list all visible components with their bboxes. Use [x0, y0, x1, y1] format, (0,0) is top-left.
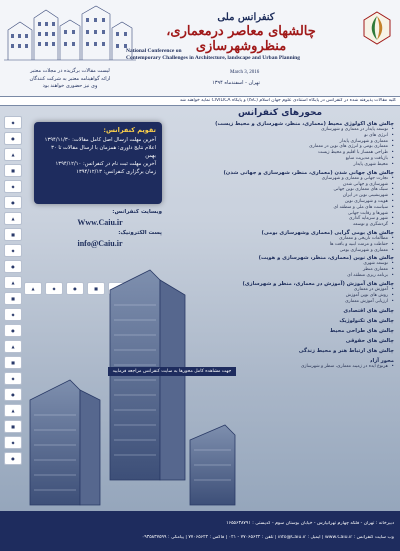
topics-heading: محورهای کنفرانس: [237, 108, 323, 118]
topic-group: [166, 281, 394, 304]
topic-item: • محیط شهری پایدار: [166, 162, 394, 168]
topic-group: [166, 170, 394, 228]
sponsor-logo-icon: ▲: [4, 276, 22, 289]
sponsor-logo-icon: ●: [4, 452, 22, 465]
contact-block: [38, 206, 162, 251]
sponsor-logo-icon: ▲: [4, 340, 22, 353]
sponsor-logo-icon: ●: [4, 388, 22, 401]
deadline-item: اعلام نتایج داوری: همزمان با ارسال مقالات تا ۳۰ بهمن: [51, 145, 156, 160]
sponsor-logo-icon: ▲: [4, 148, 22, 161]
deadline-item: زمان برگزاری کنفرانس: ۱۳۹۴/۱۲/۱۳: [76, 169, 156, 176]
plain-topic: چالش های اقتصادی: [343, 308, 394, 315]
footer-contact: وب سایت کنفرانس : www.Caiu.ir | ایمیل : info@Caiu.ir | تلفن : ۷۷۰۶۵۶۲۲ - ۰۲۱ | فاکس : ۷۷۰۶۵۶۲۲ | پیامکی : ۰۹۳۵۸۳۷۵۹۹: [141, 535, 394, 540]
topic-group-title: چالش های جهانی شدن (معماری، منظر، شهرسازی و جهانی شدن): [223, 169, 394, 176]
topic-item: • معماری بومی و انرژی های نوین در معماری: [166, 144, 394, 150]
sponsor-logo-icon: ◆: [4, 244, 22, 257]
topic-item: • شهر و سرمایه گذاری: [166, 216, 394, 222]
header: [0, 0, 400, 96]
sponsor-logo-icon: ◆: [4, 116, 22, 129]
website-label: وبسایت کنفرانس:: [112, 209, 162, 215]
sponsor-logo-icon: ■: [4, 420, 22, 433]
plain-topic: چالش های تکنولوژیک: [339, 318, 394, 325]
website-link[interactable]: Www.Caiu.ir: [77, 218, 123, 227]
header-note-2: ارائه گواهینامه معتبر به شرکت کنندگان: [29, 75, 111, 82]
date-persian: تهران - اسفندماه ۱۳۹۴: [212, 80, 260, 86]
sponsor-logo-icon: ◆: [4, 180, 22, 193]
deadlines-title: تقویم کنفرانس:: [103, 126, 156, 134]
sponsor-logo-icon: ●: [4, 260, 22, 273]
sponsor-logo-icon: ◆: [4, 372, 22, 385]
conference-label: کنفرانس ملی: [217, 12, 275, 23]
topic-group-title: چالش های بومی گرایی (معماری وشهرسازی بومی): [261, 230, 394, 236]
topic-item: • معماری و شهرسازی بومی: [166, 248, 394, 254]
sponsor-logo-icon: ■: [4, 164, 22, 177]
deadline-item: آخرین مهلت ارسال اصل کامل مقالات: ۱۳۹۴/۱۱/۳۰: [44, 137, 156, 143]
topic-group-title: چالش های آموزش (آموزش در معماری، منظر و شهرسازی): [242, 280, 394, 287]
sponsor-logo-icon: ●: [4, 132, 22, 145]
sponsor-logo-icon: ▲: [4, 404, 22, 417]
title-en-line-2: Contemporary Challenges in Architecture, landscape and Urban Planning: [126, 55, 300, 62]
sponsor-logo-icon: ●: [66, 282, 84, 295]
title-en-line-1: National Conference on: [126, 48, 182, 54]
topic-item: • شهرسازی و جهانی شدن: [166, 182, 394, 188]
topic-item: • معماری منظر: [166, 267, 394, 273]
plain-topic: چالش های حقوقی: [345, 338, 394, 345]
sponsor-logo-icon: ◆: [4, 436, 22, 449]
topic-item: • مطالعات تاریخی و معماری: [166, 236, 394, 242]
deadline-item: آخرین مهلت ثبت نام در کنفرانس: ۱۳۹۴/۱۲/۱۰: [55, 161, 156, 168]
topic-item: • سیاست های ملی و منطقه ای: [166, 205, 394, 211]
topic-item: • توسعه پایدار در معماری و شهرسازی: [166, 127, 394, 133]
header-note-3: وی نیز حضوری خواهند بود: [42, 83, 98, 89]
email-link[interactable]: info@Caiu.ir: [77, 239, 123, 248]
conference-title: چالشهای معاصر درمعماری، منظروشهرسازی: [166, 24, 316, 54]
topic-item: • طراحی همساز با اقلیم و محیط زیست: [166, 150, 394, 156]
plain-topic: چالش های ارتباط هنر و محیط زندگی: [298, 348, 394, 355]
footer: [0, 511, 400, 551]
topic-group: [166, 255, 394, 278]
sponsor-logo-icon: ▲: [24, 282, 42, 295]
topic-group-title: چالش های نوین (معماری، منظر، شهرسازی و هویت): [258, 255, 394, 262]
sponsor-logo-icon: ●: [4, 324, 22, 337]
sponsor-logo-icon: ■: [4, 228, 22, 241]
topic-item: • انرژی های نو: [166, 133, 394, 139]
topic-item: • هرنوع ایده در زمینه معماری، منظر و شهرسازی: [166, 364, 394, 370]
date-english: March 3, 2016: [230, 70, 260, 75]
topic-item: • شهرنشینی نوین در ایران: [166, 193, 394, 199]
footer-address: دبیرخانه : تهران - فلکه چهارم تهرانپارس - خیابان بوستان سوم - کدپستی : ۱۶۵۵۶۳۸۷۹۱: [226, 521, 394, 526]
topic-item: • آموزش در معماری: [166, 287, 394, 293]
sponsor-logo-icon: ■: [87, 282, 105, 295]
topic-item: • توسعه شهری: [166, 261, 394, 267]
indexing-ribbon: [0, 96, 400, 106]
header-note-1: لیست مقالات برگزیده در مجلات معتبر: [30, 68, 110, 74]
email-label: پست الکترونیک:: [118, 230, 162, 236]
sponsor-logo-icon: ●: [4, 196, 22, 209]
topic-group: [166, 121, 394, 168]
topic-item: • ارزیابی آموزش معماری: [166, 299, 394, 305]
conference-logo-icon: [362, 10, 392, 46]
sponsor-logo-icon: ◆: [45, 282, 63, 295]
sponsor-logo-icon: ■: [4, 356, 22, 369]
topics-column: [166, 108, 394, 370]
sponsor-logo-icon: ▲: [4, 212, 22, 225]
topic-item: • روش های نوین آموزش: [166, 293, 394, 299]
topic-item: • هویت و شهرسازی نوین: [166, 199, 394, 205]
topic-item: • سبک های معماری نوین جهانی: [166, 187, 394, 193]
topic-item: • تجارت جهانی و معماری و شهرسازی: [166, 176, 394, 182]
ribbon-text: کلیه مقالات پذیرفته شده در کنفرانس در پایگاه استنادی علوم جهان اسلام (ISC) و پایگاه CIVILICA نمایه خواهند شد: [179, 98, 396, 103]
topic-group-title: چالش های اکولوژی محیط (معماری، منظر، شهرسازی و محیط زیست): [215, 121, 394, 127]
sponsor-logo-icon: ◆: [4, 308, 22, 321]
topic-item: • بازیافت و مدیریت منابع: [166, 156, 394, 162]
topic-item: • گردشگری و توسعه: [166, 222, 394, 228]
conference-title-english: [126, 48, 356, 63]
header-notes: [4, 68, 136, 91]
plain-topic: چالش های طراحی محیط: [329, 328, 394, 335]
deadlines-panel: [34, 122, 162, 204]
topic-item: • شهرها و رقابت جهانی: [166, 211, 394, 217]
topic-item: • برنامه ریزی منطقه ای: [166, 273, 394, 279]
topic-item: • معماری و شهرسازی پایدار: [166, 139, 394, 145]
topics-notice: جهت مشاهده کامل محورها به سایت کنفرانس مراجعه فرمایید: [108, 367, 236, 376]
sponsor-logo-icon: ■: [4, 292, 22, 305]
topic-group: [166, 230, 394, 253]
plain-topic: محور آزاد: [369, 358, 394, 365]
topic-item: • حفاظت و مرمت ابنیه و بافت ها: [166, 242, 394, 248]
